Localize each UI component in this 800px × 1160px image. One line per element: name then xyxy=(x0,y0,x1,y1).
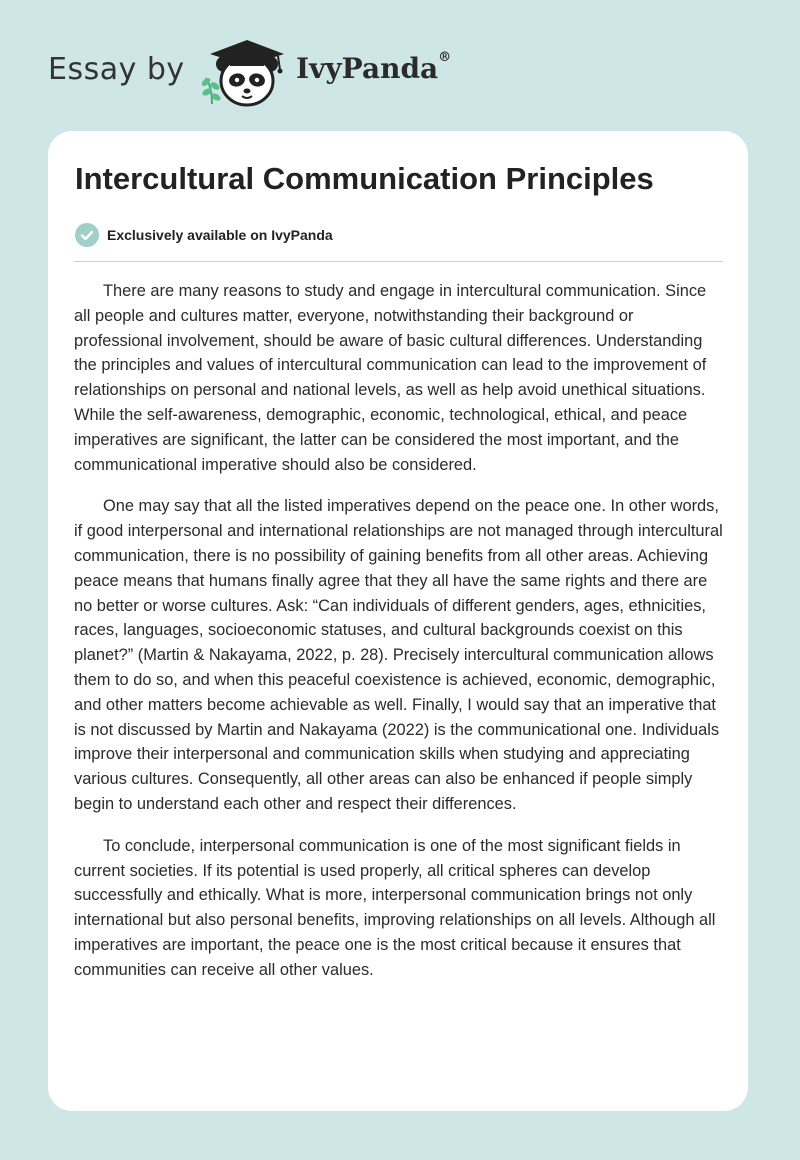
site-header xyxy=(0,0,800,130)
brand-name-text: IvyPanda xyxy=(296,52,439,85)
panda-graduate-logo-icon[interactable] xyxy=(200,34,292,110)
exclusive-badge-text: Exclusively available on IvyPanda xyxy=(107,227,333,243)
essay-by-label: Essay by xyxy=(48,52,185,87)
registered-mark: ® xyxy=(438,50,452,65)
essay-paragraph: There are many reasons to study and engage in intercultural communication. Since all people and cultures matter, everyone, notwithstanding their background or professional involvement, should be aware of basic cultural differences. Understanding the principles and values of intercultural communication can lead to the improvement of relationships on personal and national levels, as well as help avoid unethical situations. While the self-awareness, demographic, economic, technological, ethical, and peace imperatives are significant, the latter can be considered the most important, and the communicational imperative should also be considered. xyxy=(74,282,707,474)
essay-paragraph: One may say that all the listed imperatives depend on the peace one. In other words, if good interpersonal and international relationships are not managed through intercultural communication, there is no possibility of gaining benefits from all other areas. Achieving peace means that humans finally agree that they all have the same rights and there are no better or worse cultures. Ask: “Can individuals of different genders, ages, ethnicities, races, languages, socioeconomic statuses, and cultural backgrounds coexist on this planet?” (Martin & Nakayama, 2022, p. 28). Precisely intercultural communication allows them to do so, and when this peaceful coexistence is achieved, economic, demographic, and other matters become achievable as well. Finally, I would say that an imperative that is not discussed by Martin and Nakayama (2022) is the communicational one. Individuals improve their interpersonal and communication skills when studying and appreciating various cultures. Consequently, all other areas can also be enhanced if people simply begin to understand each other and respect their differences. xyxy=(74,497,723,813)
page-title: Intercultural Communication Principles xyxy=(75,161,654,196)
check-circle-icon xyxy=(75,223,99,247)
brand-name[interactable] xyxy=(296,52,451,85)
title-divider xyxy=(74,261,723,262)
exclusive-badge xyxy=(75,223,333,247)
essay-paragraph: To conclude, interpersonal communication is one of the most significant fields in current societies. If its potential is used properly, all critical spheres can develop successfully and ethically. What is more, interpersonal communication brings not only international but also personal benefits, improving relationships on all levels. Although all imperatives are important, the peace one is the most critical because it ensures that communities can receive all other values. xyxy=(74,836,716,979)
essay-body xyxy=(74,279,724,1000)
essay-card xyxy=(48,131,748,1111)
